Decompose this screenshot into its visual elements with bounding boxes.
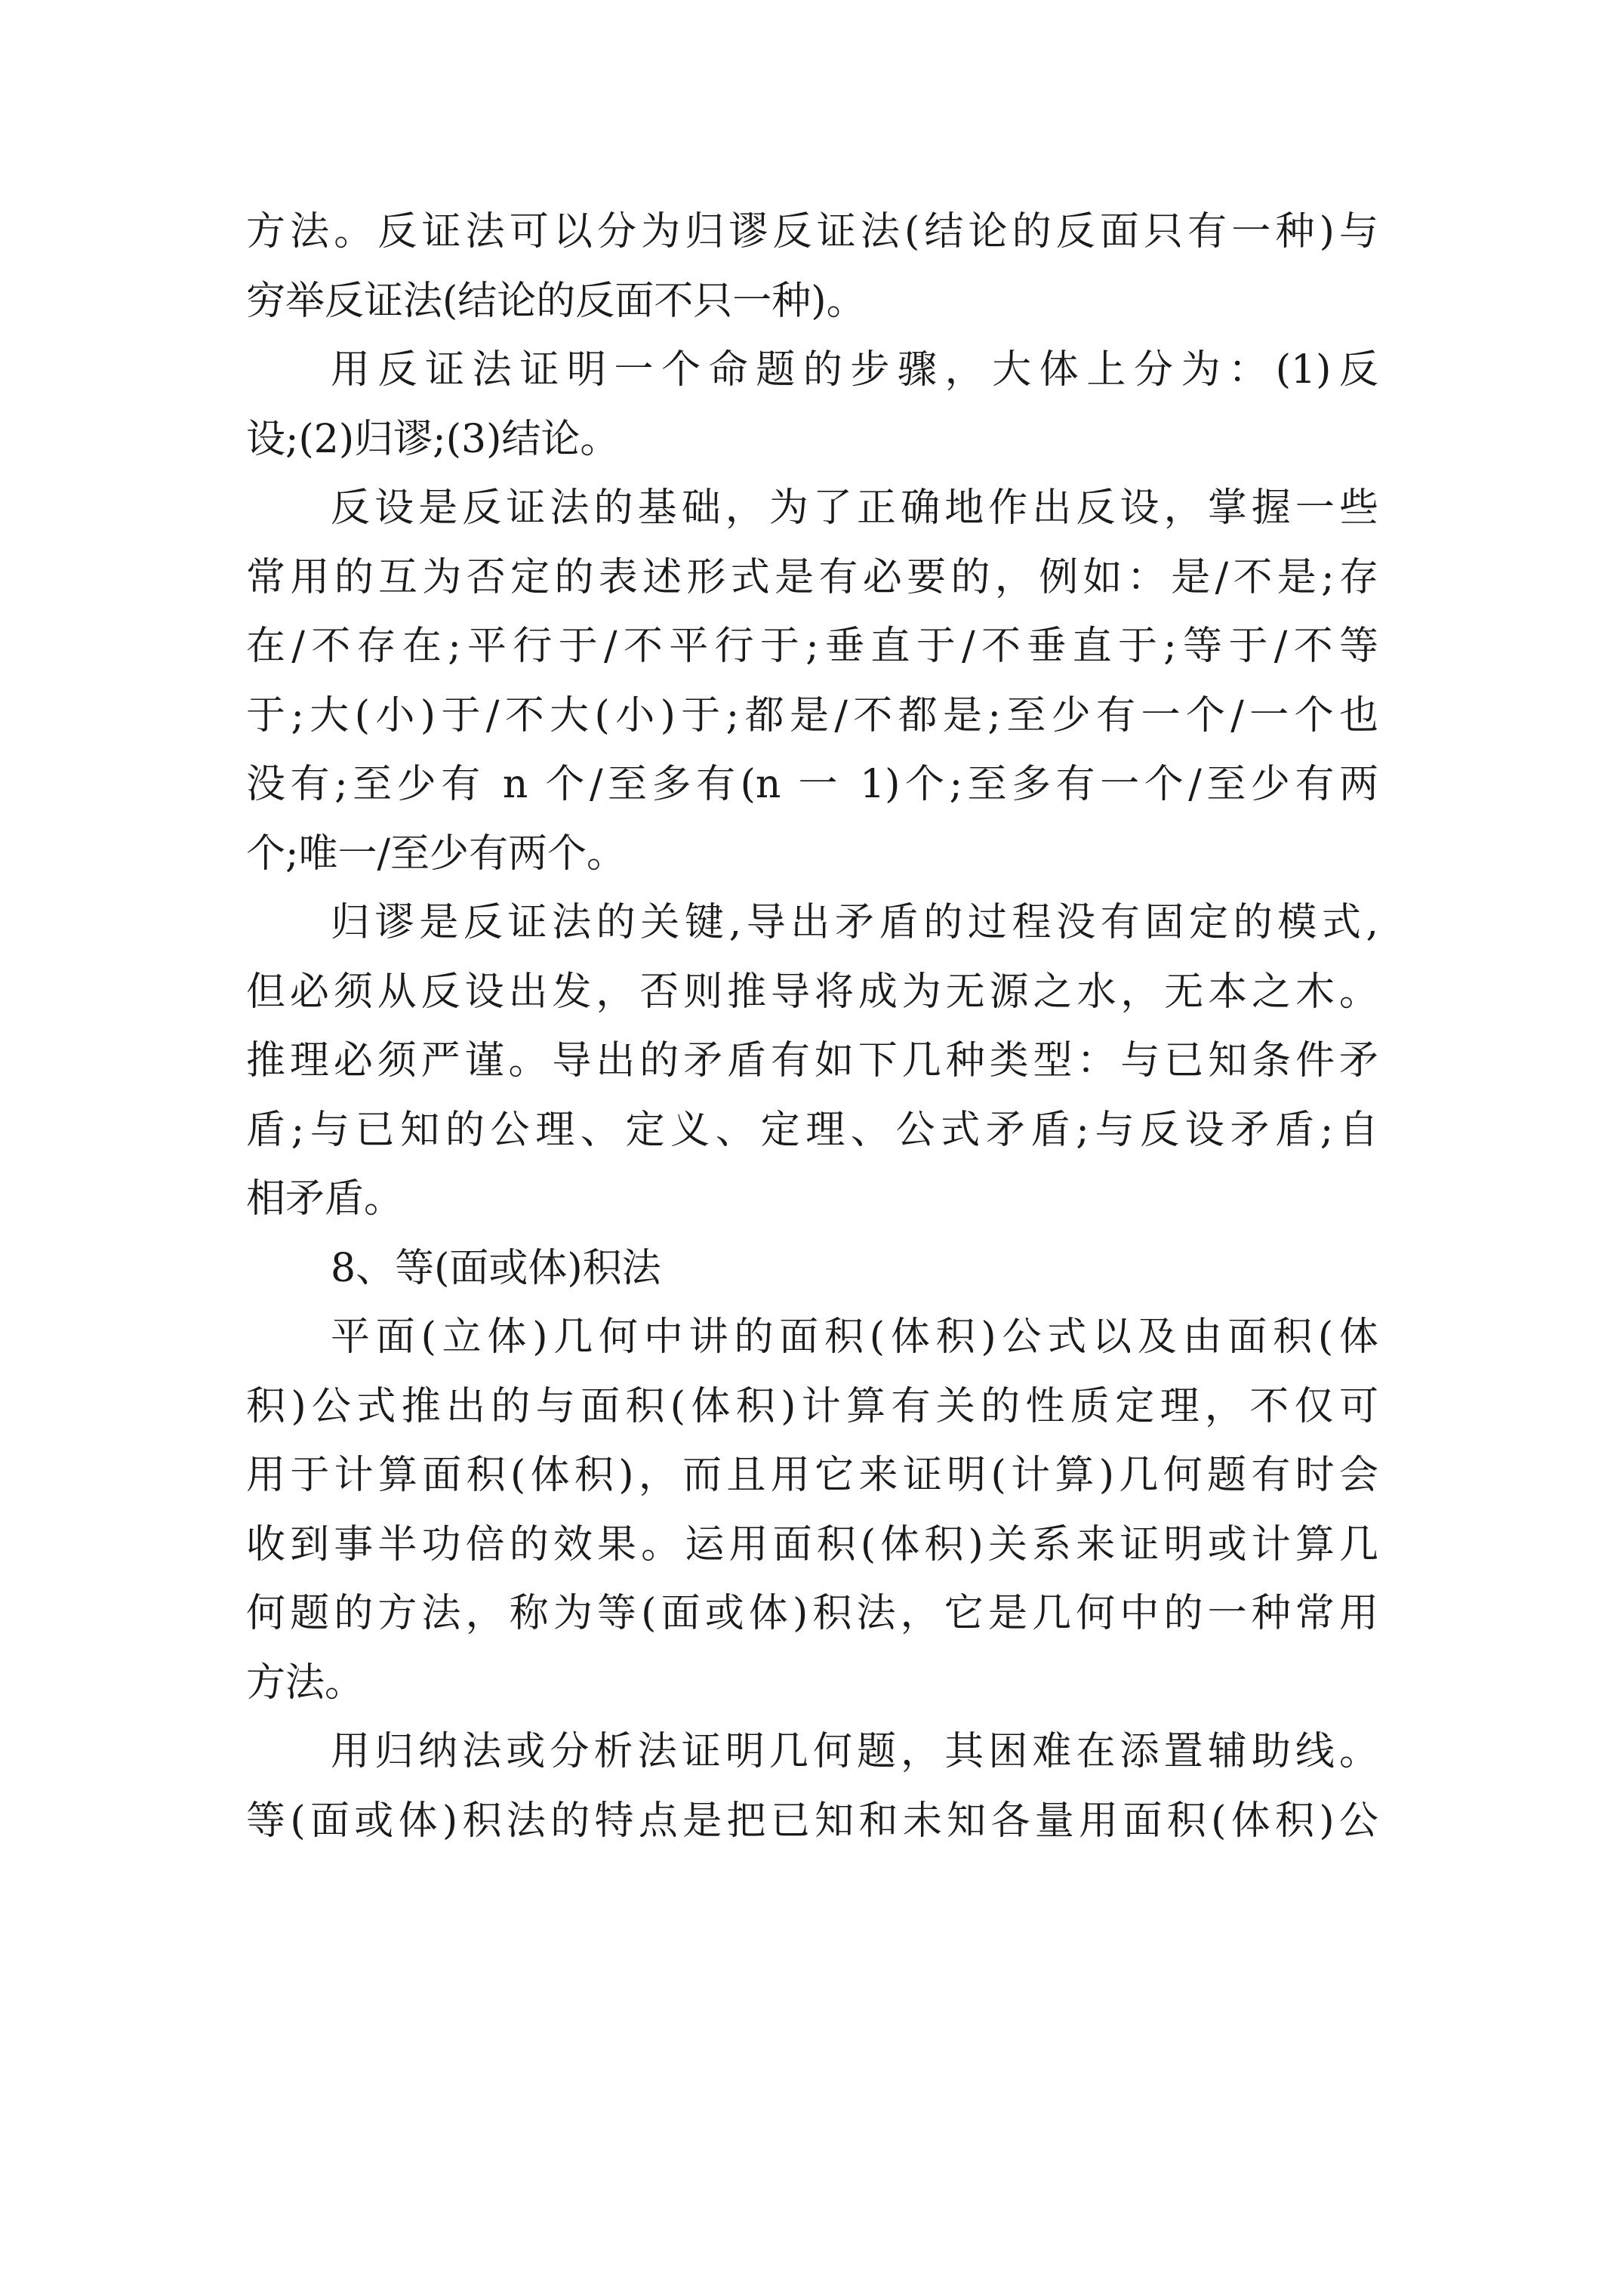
- text-line: 用反证法证明一个命题的步骤，大体上分为：(1)反: [331, 347, 1378, 393]
- text-line: 穷举反证法(结论的反面不只一种)。: [246, 278, 866, 324]
- text-line: 在/不存在;平行于/不平行于;垂直于/不垂直于;等于/不等: [246, 624, 1378, 669]
- body-text: [246, 198, 1378, 1856]
- text-line: 方法。: [246, 1660, 365, 1706]
- text-line: 于;大(小)于/不大(小)于;都是/不都是;至少有一个/一个也: [246, 692, 1378, 738]
- text-line: 归谬是反证法的关键,导出矛盾的过程没有固定的模式,: [331, 900, 1378, 945]
- text-line: 用于计算面积(体积)，而且用它来证明(计算)几何题有时会: [246, 1453, 1378, 1498]
- text-line: 个;唯一/至少有两个。: [246, 831, 627, 877]
- text-line: 平面(立体)几何中讲的面积(体积)公式以及由面积(体: [331, 1314, 1378, 1360]
- text-line: 方法。反证法可以分为归谬反证法(结论的反面只有一种)与: [246, 209, 1378, 254]
- text-line: 推理必须严谨。导出的矛盾有如下几种类型：与已知条件矛: [246, 1038, 1378, 1083]
- text-line: 积)公式推出的与面积(体积)计算有关的性质定理，不仅可: [246, 1383, 1378, 1429]
- text-line: 反设是反证法的基础，为了正确地作出反设，掌握一些: [331, 485, 1378, 531]
- text-line: 但必须从反设出发，否则推导将成为无源之水，无本之木。: [246, 969, 1378, 1015]
- text-line: 设;(2)归谬;(3)结论。: [246, 416, 620, 462]
- text-line: 没有;至少有 n 个/至多有(n 一 1)个;至多有一个/至少有两: [246, 762, 1378, 807]
- text-line: 用归纳法或分析法证明几何题，其困难在添置辅助线。: [331, 1729, 1378, 1774]
- text-line: 常用的互为否定的表述形式是有必要的，例如：是/不是;存: [246, 554, 1378, 600]
- text-line: 何题的方法，称为等(面或体)积法，它是几何中的一种常用: [246, 1591, 1378, 1636]
- text-line: 等(面或体)积法的特点是把已知和未知各量用面积(体积)公: [246, 1798, 1378, 1844]
- text-line: 相矛盾。: [246, 1176, 404, 1222]
- text-line: 盾;与已知的公理、定义、定理、公式矛盾;与反设矛盾;自: [246, 1107, 1378, 1153]
- section-heading: 8、等(面或体)积法: [331, 1245, 661, 1291]
- text-line: 收到事半功倍的效果。运用面积(体积)关系来证明或计算几: [246, 1521, 1378, 1567]
